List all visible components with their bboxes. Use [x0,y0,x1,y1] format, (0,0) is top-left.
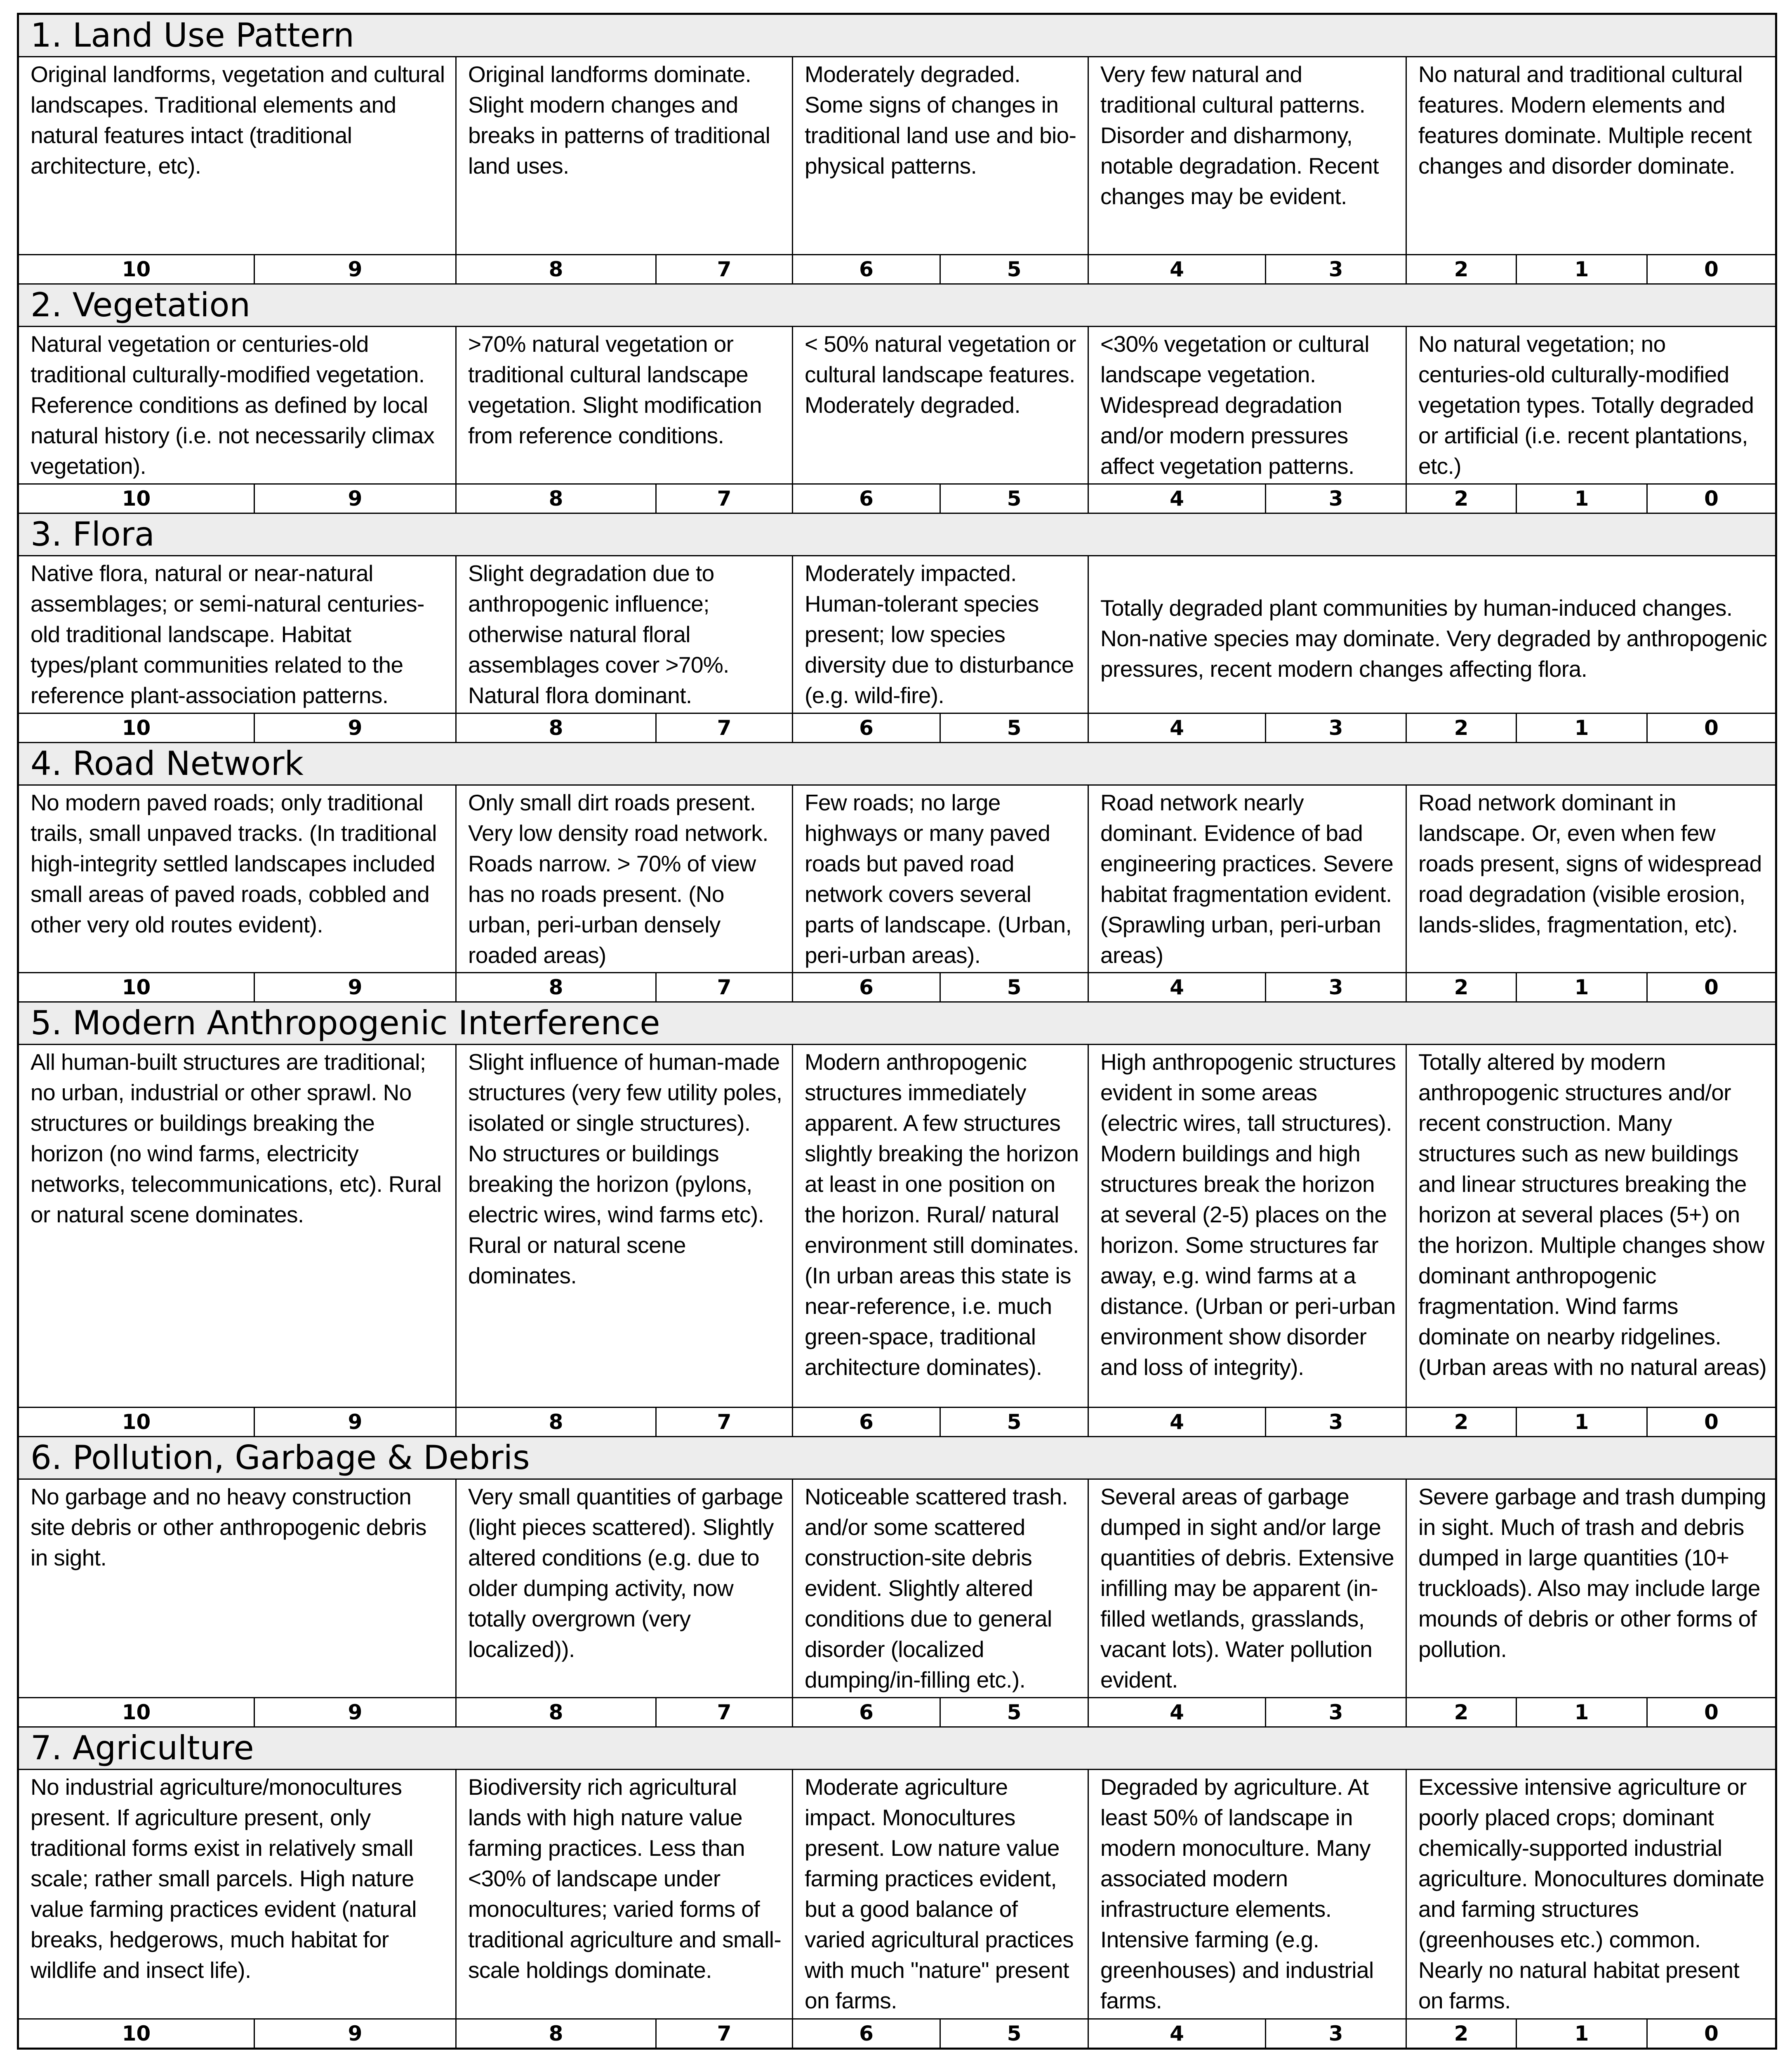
score-cell: 0 [1647,255,1776,284]
score-cell: 9 [254,713,456,743]
description-row [18,1479,1776,1698]
criteria-cell: Very few natural and traditional cultural patterns. Disorder and disharmony, notable degradation. Recent changes may be evident. [1088,57,1406,255]
score-cell: 5 [940,973,1088,1002]
score-row [18,2019,1776,2049]
score-cell: 1 [1516,484,1647,513]
score-cell: 8 [456,1698,656,1727]
criteria-cell: Moderate agriculture impact. Monocultures present. Low nature value farming practices evident, but a good balance of varied agricultural practices with much "nature" present on farms. [793,1770,1088,2019]
score-row [18,484,1776,513]
criteria-cell: Slight influence of human-made structures (very few utility poles, isolated or single structures). No structures or buildings breaking the horizon (pylons, electric wires, wind farms etc). Rural or natural scene dominates. [456,1045,793,1408]
criteria-cell: >70% natural vegetation or traditional cultural landscape vegetation. Slight modification from reference conditions. [456,327,793,484]
score-cell: 5 [940,255,1088,284]
score-cell: 8 [456,255,656,284]
score-cell: 3 [1266,1698,1406,1727]
score-cell: 6 [793,1408,940,1437]
criteria-cell-merged: Totally degraded plant communities by human-induced changes. Non-native species may dominate. Very degraded by anthropogenic pressures, recent modern changes affecting flora. [1088,556,1776,713]
score-cell: 7 [656,713,793,743]
section-header-row [18,743,1776,785]
rubric-table [17,13,1777,2050]
criteria-cell: Few roads; no large highways or many paved roads but paved road network covers several parts of landscape. (Urban, peri-urban areas). [793,785,1088,973]
score-cell: 9 [254,973,456,1002]
description-row [18,327,1776,484]
score-cell: 8 [456,973,656,1002]
score-cell: 3 [1266,713,1406,743]
criteria-cell: Road network nearly dominant. Evidence of bad engineering practices. Severe habitat fragmentation evident. (Sprawling urban, peri-urban areas) [1088,785,1406,973]
section-title: 4. Road Network [18,743,1776,785]
criteria-cell: Moderately degraded. Some signs of changes in traditional land use and bio-physical patterns. [793,57,1088,255]
criteria-cell: Slight degradation due to anthropogenic influence; otherwise natural floral assemblages cover >70%. Natural flora dominant. [456,556,793,713]
score-cell: 6 [793,1698,940,1727]
section-title: 6. Pollution, Garbage & Debris [18,1437,1776,1479]
score-cell: 3 [1266,2019,1406,2049]
score-cell: 5 [940,713,1088,743]
section-header-row [18,1437,1776,1479]
description-row [18,1770,1776,2019]
criteria-cell: Several areas of garbage dumped in sight and/or large quantities of debris. Extensive infilling may be apparent (in-filled wetlands, grasslands, vacant lots). Water pollution evident. [1088,1479,1406,1698]
score-cell: 2 [1406,484,1516,513]
section-title: 1. Land Use Pattern [18,14,1776,57]
criteria-cell: <30% vegetation or cultural landscape vegetation. Widespread degradation and/or modern pressures affect vegetation patterns. [1088,327,1406,484]
criteria-cell: Original landforms dominate. Slight modern changes and breaks in patterns of traditional land uses. [456,57,793,255]
score-cell: 2 [1406,973,1516,1002]
score-row [18,1698,1776,1727]
criteria-cell: No industrial agriculture/monocultures present. If agriculture present, only traditional forms exist in relatively small scale; rather small parcels. High nature value farming practices evident (natural breaks, hedgerows, much habitat for wildlife and insect life). [18,1770,456,2019]
score-cell: 7 [656,1698,793,1727]
score-cell: 3 [1266,1408,1406,1437]
score-cell: 10 [18,255,254,284]
section-title: 5. Modern Anthropogenic Interference [18,1002,1776,1045]
score-cell: 3 [1266,255,1406,284]
score-cell: 1 [1516,1408,1647,1437]
rubric-sheet [17,13,1775,2050]
score-row [18,713,1776,743]
score-cell: 4 [1088,2019,1266,2049]
section-header-row [18,1002,1776,1045]
score-cell: 10 [18,484,254,513]
section-title: 3. Flora [18,513,1776,556]
score-cell: 2 [1406,1408,1516,1437]
score-cell: 7 [656,2019,793,2049]
score-cell: 6 [793,255,940,284]
score-row [18,1408,1776,1437]
criteria-cell: Excessive intensive agriculture or poorly placed crops; dominant chemically-supported industrial agriculture. Monocultures dominate and farming structures (greenhouses etc.) common. Nearly no natural habitat present on farms. [1406,1770,1776,2019]
score-cell: 2 [1406,255,1516,284]
score-cell: 8 [456,2019,656,2049]
score-cell: 9 [254,1698,456,1727]
score-cell: 10 [18,2019,254,2049]
criteria-cell: Severe garbage and trash dumping in sight. Much of trash and debris dumped in large quantities (10+ truckloads). Also may include large mounds of debris or other forms of pollution. [1406,1479,1776,1698]
score-cell: 4 [1088,484,1266,513]
criteria-cell: Only small dirt roads present. Very low density road network. Roads narrow. > 70% of view has no roads present. (No urban, peri-urban densely roaded areas) [456,785,793,973]
score-cell: 8 [456,1408,656,1437]
score-cell: 3 [1266,484,1406,513]
score-cell: 1 [1516,255,1647,284]
section-header-row [18,284,1776,327]
criteria-cell: High anthropogenic structures evident in some areas (electric wires, tall structures). Modern buildings and high structures break the horizon at several (2-5) places on the horizon. Some structures far away, e.g. wind farms at a distance. (Urban or peri-urban environment show disorder and loss of integrity). [1088,1045,1406,1408]
score-cell: 7 [656,1408,793,1437]
score-cell: 4 [1088,255,1266,284]
score-cell: 2 [1406,1698,1516,1727]
criteria-cell: No garbage and no heavy construction site debris or other anthropogenic debris in sight. [18,1479,456,1698]
description-row [18,57,1776,255]
score-cell: 9 [254,255,456,284]
score-cell: 8 [456,484,656,513]
score-cell: 4 [1088,1698,1266,1727]
score-row [18,255,1776,284]
score-cell: 5 [940,2019,1088,2049]
score-cell: 1 [1516,713,1647,743]
criteria-cell: Original landforms, vegetation and cultural landscapes. Traditional elements and natural features intact (traditional architecture, etc). [18,57,456,255]
score-cell: 3 [1266,973,1406,1002]
score-cell: 8 [456,713,656,743]
criteria-cell: Totally altered by modern anthropogenic structures and/or recent construction. Many structures such as new buildings and linear structures breaking the horizon at several places (5+) on the horizon. Multiple changes show dominant anthropogenic fragmentation. Wind farms dominate on nearby ridgelines. (Urban areas with no natural areas) [1406,1045,1776,1408]
score-cell: 4 [1088,973,1266,1002]
score-cell: 9 [254,1408,456,1437]
score-cell: 2 [1406,2019,1516,2049]
score-cell: 0 [1647,713,1776,743]
score-cell: 4 [1088,713,1266,743]
score-row [18,973,1776,1002]
score-cell: 6 [793,2019,940,2049]
criteria-cell: < 50% natural vegetation or cultural landscape features. Moderately degraded. [793,327,1088,484]
criteria-cell: Degraded by agriculture. At least 50% of landscape in modern monoculture. Many associated modern infrastructure elements. Intensive farming (e.g. greenhouses) and industrial farms. [1088,1770,1406,2019]
score-cell: 0 [1647,1698,1776,1727]
score-cell: 0 [1647,484,1776,513]
score-cell: 10 [18,1698,254,1727]
score-cell: 6 [793,973,940,1002]
score-cell: 10 [18,1408,254,1437]
score-cell: 0 [1647,1408,1776,1437]
criteria-cell: Noticeable scattered trash. and/or some scattered construction-site debris evident. Slightly altered conditions due to general disorder (localized dumping/in-filling etc.). [793,1479,1088,1698]
score-cell: 9 [254,2019,456,2049]
section-header-row [18,1727,1776,1770]
score-cell: 2 [1406,713,1516,743]
criteria-cell: Native flora, natural or near-natural assemblages; or semi-natural centuries-old traditional landscape. Habitat types/plant communities related to the reference plant-association patterns. [18,556,456,713]
section-title: 7. Agriculture [18,1727,1776,1770]
score-cell: 7 [656,255,793,284]
criteria-cell: Natural vegetation or centuries-old traditional culturally-modified vegetation. Reference conditions as defined by local natural history (i.e. not necessarily climax vegetation). [18,327,456,484]
criteria-cell: Modern anthropogenic structures immediately apparent. A few structures slightly breaking the horizon at least in one position on the horizon. Rural/ natural environment still dominates. (In urban areas this state is near-reference, i.e. much green-space, traditional architecture dominates). [793,1045,1088,1408]
score-cell: 7 [656,973,793,1002]
score-cell: 1 [1516,2019,1647,2049]
score-cell: 1 [1516,973,1647,1002]
score-cell: 5 [940,1698,1088,1727]
score-cell: 0 [1647,2019,1776,2049]
score-cell: 5 [940,1408,1088,1437]
score-cell: 5 [940,484,1088,513]
criteria-cell: Very small quantities of garbage (light pieces scattered). Slightly altered conditions (e.g. due to older dumping activity, now totally overgrown (very localized)). [456,1479,793,1698]
section-title: 2. Vegetation [18,284,1776,327]
score-cell: 6 [793,713,940,743]
score-cell: 0 [1647,973,1776,1002]
criteria-cell: All human-built structures are traditional; no urban, industrial or other sprawl. No structures or buildings breaking the horizon (no wind farms, electricity networks, telecommunications, etc). Rural or natural scene dominates. [18,1045,456,1408]
criteria-cell: No natural vegetation; no centuries-old culturally-modified vegetation types. Totally degraded or artificial (i.e. recent plantations, etc.) [1406,327,1776,484]
score-cell: 9 [254,484,456,513]
score-cell: 10 [18,973,254,1002]
criteria-cell: Moderately impacted. Human-tolerant species present; low species diversity due to disturbance (e.g. wild-fire). [793,556,1088,713]
score-cell: 7 [656,484,793,513]
score-cell: 6 [793,484,940,513]
score-cell: 1 [1516,1698,1647,1727]
score-cell: 10 [18,713,254,743]
section-header-row [18,513,1776,556]
description-row [18,785,1776,973]
criteria-cell: Road network dominant in landscape. Or, even when few roads present, signs of widespread road degradation (visible erosion, lands-slides, fragmentation, etc). [1406,785,1776,973]
criteria-cell: No natural and traditional cultural features. Modern elements and features dominate. Multiple recent changes and disorder dominate. [1406,57,1776,255]
criteria-cell: Biodiversity rich agricultural lands with high nature value farming practices. Less than <30% of landscape under monocultures; varied forms of traditional agriculture and small-scale holdings dominate. [456,1770,793,2019]
section-header-row [18,14,1776,57]
criteria-cell: No modern paved roads; only traditional trails, small unpaved tracks. (In traditional high-integrity settled landscapes included small areas of paved roads, cobbled and other very old routes evident). [18,785,456,973]
description-row [18,1045,1776,1408]
score-cell: 4 [1088,1408,1266,1437]
description-row [18,556,1776,713]
